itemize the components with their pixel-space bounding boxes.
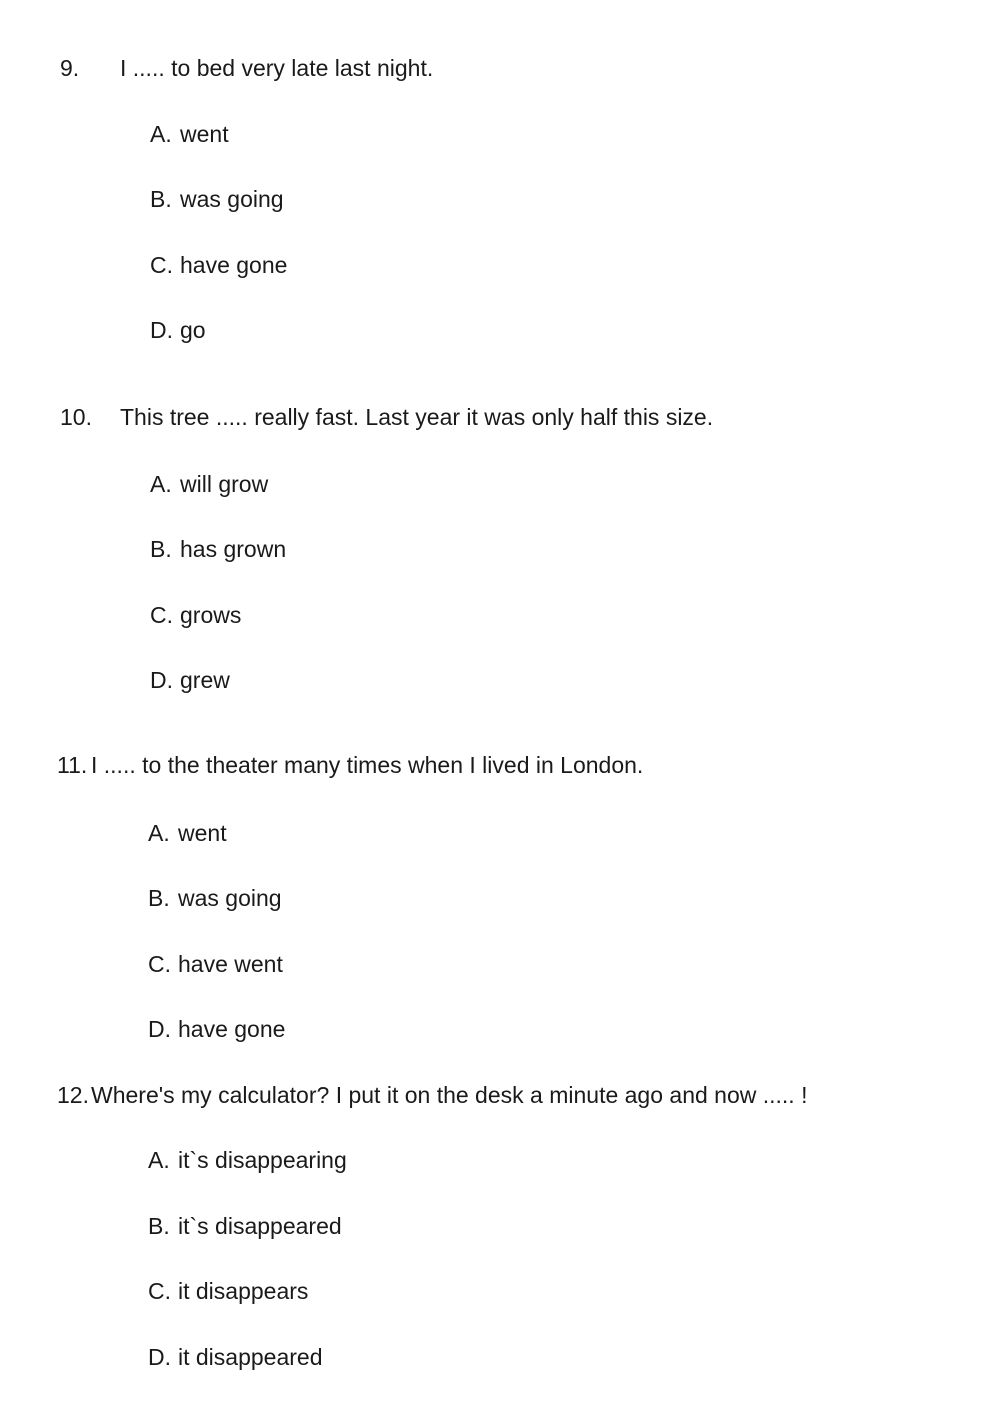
option-text: went xyxy=(178,820,227,846)
option-text: it disappeared xyxy=(178,1344,323,1370)
option-letter: A. xyxy=(150,121,172,147)
option-letter: C. xyxy=(148,1278,171,1304)
option-9c[interactable] xyxy=(150,251,287,279)
option-text: was going xyxy=(180,186,284,212)
option-letter: C. xyxy=(150,252,173,278)
question-number: 12. xyxy=(57,1082,89,1108)
option-12a[interactable] xyxy=(148,1146,347,1174)
option-letter: B. xyxy=(148,885,170,911)
option-text: have went xyxy=(178,951,283,977)
question-text: I ..... to bed very late last night. xyxy=(120,55,434,81)
option-text: grew xyxy=(180,667,230,693)
option-letter: D. xyxy=(148,1016,171,1042)
question-number: 10. xyxy=(60,404,92,430)
option-text: has grown xyxy=(180,536,287,562)
question-9 xyxy=(60,54,433,82)
option-letter: C. xyxy=(150,602,173,628)
option-12d[interactable] xyxy=(148,1343,323,1371)
question-10 xyxy=(60,403,713,431)
option-letter: A. xyxy=(150,471,172,497)
option-text: it disappears xyxy=(178,1278,309,1304)
option-9a[interactable] xyxy=(150,120,229,148)
option-text: was going xyxy=(178,885,282,911)
option-11b[interactable] xyxy=(148,884,282,912)
option-12c[interactable] xyxy=(148,1277,308,1305)
question-text: Where's my calculator? I put it on the desk a minute ago and now ..... ! xyxy=(91,1082,808,1108)
option-12b[interactable] xyxy=(148,1212,342,1240)
option-11c[interactable] xyxy=(148,950,283,978)
option-letter: D. xyxy=(148,1344,171,1370)
question-number: 11. xyxy=(57,752,88,778)
option-10a[interactable] xyxy=(150,470,268,498)
option-letter: C. xyxy=(148,951,171,977)
option-letter: A. xyxy=(148,820,170,846)
option-text: grows xyxy=(180,602,242,628)
option-text: have gone xyxy=(178,1016,286,1042)
option-text: went xyxy=(180,121,229,147)
option-text: have gone xyxy=(180,252,288,278)
question-11 xyxy=(57,751,643,779)
option-10d[interactable] xyxy=(150,666,230,694)
option-letter: B. xyxy=(148,1213,170,1239)
option-10c[interactable] xyxy=(150,601,241,629)
question-12 xyxy=(57,1081,807,1109)
option-letter: D. xyxy=(150,317,173,343)
question-text: I ..... to the theater many times when I lived in London. xyxy=(91,752,644,778)
option-letter: B. xyxy=(150,186,172,212)
option-letter: A. xyxy=(148,1147,170,1173)
option-text: it`s disappearing xyxy=(178,1147,347,1173)
option-11a[interactable] xyxy=(148,819,227,847)
option-9b[interactable] xyxy=(150,185,284,213)
option-text: go xyxy=(180,317,206,343)
option-text: it`s disappeared xyxy=(178,1213,342,1239)
option-10b[interactable] xyxy=(150,535,286,563)
question-text: This tree ..... really fast. Last year it was only half this size. xyxy=(120,404,714,430)
option-letter: D. xyxy=(150,667,173,693)
option-text: will grow xyxy=(180,471,269,497)
option-11d[interactable] xyxy=(148,1015,285,1043)
question-number: 9. xyxy=(60,55,80,81)
option-9d[interactable] xyxy=(150,316,206,344)
option-letter: B. xyxy=(150,536,172,562)
